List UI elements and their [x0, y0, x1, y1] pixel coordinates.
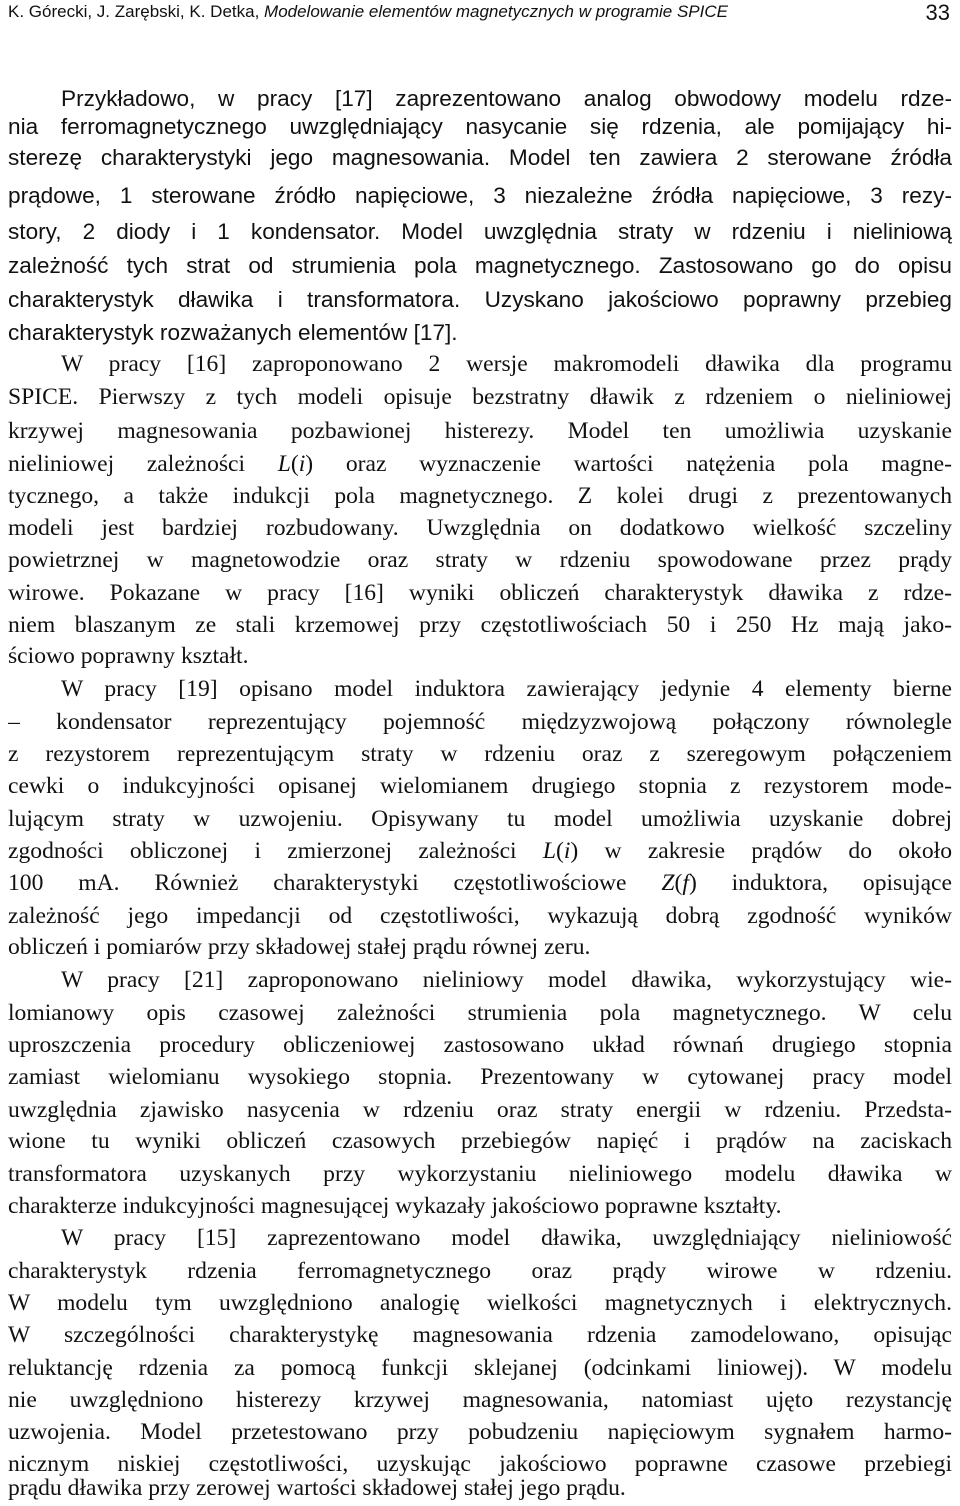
text-line: W szczególności charakterystykę magnesowania rdzenia zamodelowano, opisując — [8, 1322, 952, 1348]
text-line: SPICE. Pierwszy z tych modeli opisuje bezstratny dławik z rdzeniem o nieliniowej — [8, 384, 952, 410]
text-line: story, 2 diody i 1 kondensator. Model uwzględnia straty w rdzeniu i nieliniową — [8, 219, 952, 244]
text-line: transformatora uzyskanych przy wykorzystaniu nieliniowego modelu dławika w — [8, 1161, 952, 1187]
text-line: reluktancję rdzenia za pomocą funkcji sklejanej (odcinkami liniowej). W modelu — [8, 1355, 952, 1381]
text-line: nia ferromagnetycznego uwzględniający nasycanie się rdzenia, ale pomijający hi- — [8, 114, 952, 139]
header-authors: K. Górecki, J. Zarębski, K. Detka, — [8, 2, 265, 21]
text-line: cewki o indukcyjności opisanej wielomianem drugiego stopnia z rezystorem mode- — [8, 773, 952, 799]
text-line: zależność tych strat od strumienia pola magnetycznego. Zastosowano go do opisu — [8, 253, 952, 278]
text-line: uproszczenia procedury obliczeniowej zastosowano układ równań drugiego stopnia — [8, 1032, 952, 1058]
header-citation — [8, 2, 728, 22]
text-line: sterezę charakterystyki jego magnesowania. Model ten zawiera 2 sterowane źródła — [8, 145, 952, 170]
text-line: ściowo poprawny kształt. — [8, 643, 249, 669]
text-line: z rezystorem reprezentującym straty w rdzeniu oraz z szeregowym połączeniem — [8, 741, 952, 767]
text-line: W pracy [16] zaproponowano 2 wersje makromodeli dławika dla programu — [61, 351, 952, 377]
text-line: charakterystyk rdzenia ferromagnetycznego oraz prądy wirowe w rdzeniu. — [8, 1258, 952, 1284]
text-line: charakterystyk dławika i transformatora. Uzyskano jakościowo poprawny przebieg — [8, 287, 952, 312]
header-title: Modelowanie elementów magnetycznych w programie SPICE — [264, 2, 728, 21]
text-line: powietrznej w magnetowodzie oraz straty w rdzeniu spowodowane przez prądy — [8, 547, 952, 573]
text-line: lującym straty w uzwojeniu. Opisywany tu model umożliwia uzyskanie dobrej — [8, 806, 952, 832]
text-line: lomianowy opis czasowej zależności strumienia pola magnetycznego. W celu — [8, 1000, 952, 1026]
text-line: zamiast wielomianu wysokiego stopnia. Prezentowany w cytowanej pracy model — [8, 1064, 952, 1090]
running-header — [8, 2, 952, 28]
text-line: Przykładowo, w pracy [17] zaprezentowano analog obwodowy modelu rdze- — [61, 86, 952, 111]
text-line: prądowe, 1 sterowane źródło napięciowe, 3 niezależne źródła napięciowe, 3 rezy- — [8, 183, 952, 208]
text-line: nieliniowej zależności L(i) oraz wyznaczenie wartości natężenia pola magne- — [8, 451, 952, 477]
text-line: uzwojenia. Model przetestowano przy pobudzeniu napięciowym sygnałem harmo- — [8, 1419, 952, 1445]
text-line: W pracy [21] zaproponowano nieliniowy model dławika, wykorzystujący wie- — [61, 967, 952, 993]
text-line: zgodności obliczonej i zmierzonej zależności L(i) w zakresie prądów do około — [8, 838, 952, 864]
text-line: zależność jego impedancji od częstotliwości, wykazują dobrą zgodność wyników — [8, 903, 952, 929]
text-line: charakterystyk rozważanych elementów [17]. — [8, 320, 458, 345]
text-line: obliczeń i pomiarów przy składowej stałej prądu równej zeru. — [8, 934, 591, 960]
text-line: W pracy [19] opisano model induktora zawierający jedynie 4 elementy bierne — [61, 676, 952, 702]
text-line: wirowe. Pokazane w pracy [16] wyniki obliczeń charakterystyk dławika z rdze- — [8, 580, 952, 606]
text-line: W modelu tym uwzględniono analogię wielkości magnetycznych i elektrycznych. — [8, 1290, 952, 1316]
text-line: krzywej magnesowania pozbawionej histerezy. Model ten umożliwia uzyskanie — [8, 418, 952, 444]
text-line: tycznego, a także indukcji pola magnetycznego. Z kolei drugi z prezentowanych — [8, 483, 952, 509]
text-line: charakterze indukcyjności magnesującej wykazały jakościowo poprawne kształty. — [8, 1193, 782, 1219]
text-line: modeli jest bardziej rozbudowany. Uwzględnia on dodatkowo wielkość szczeliny — [8, 515, 952, 541]
text-line: 100 mA. Również charakterystyki częstotliwościowe Z(f) induktora, opisujące — [8, 870, 952, 896]
text-line: niem blaszanym ze stali krzemowej przy częstotliwościach 50 i 250 Hz mają jako- — [8, 612, 952, 638]
text-line: nicznym niskiej częstotliwości, uzyskując jakościowo poprawne czasowe przebiegi — [8, 1451, 952, 1477]
text-line: uwzględnia zjawisko nasycenia w rdzeniu oraz straty energii w rdzeniu. Przedsta- — [8, 1097, 952, 1123]
text-line: W pracy [15] zaprezentowano model dławika, uwzględniający nieliniowość — [61, 1225, 952, 1251]
text-line: wione tu wyniki obliczeń czasowych przebiegów napięć i prądów na zaciskach — [8, 1128, 952, 1154]
text-line: – kondensator reprezentujący pojemność międzyzwojową połączony równolegle — [8, 709, 952, 735]
page-number: 33 — [925, 0, 950, 25]
text-line: nie uwzględniono histerezy krzywej magnesowania, natomiast ujęto rezystancję — [8, 1387, 952, 1413]
text-line: prądu dławika przy zerowej wartości składowej stałej jego prądu. — [8, 1475, 626, 1501]
